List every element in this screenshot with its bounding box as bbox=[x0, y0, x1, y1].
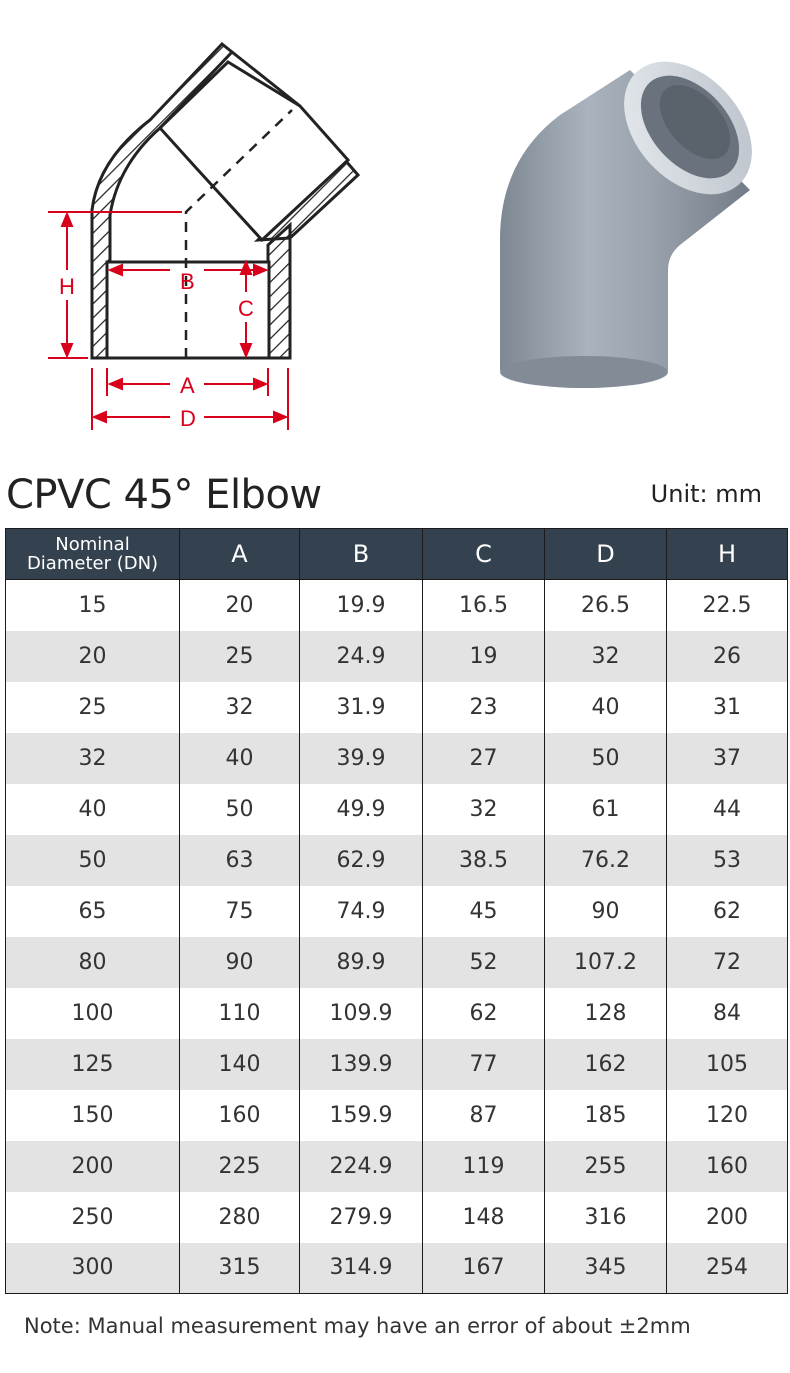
table-row bbox=[6, 1243, 788, 1294]
table-cell: 345 bbox=[545, 1243, 667, 1294]
table-cell: 315 bbox=[180, 1243, 300, 1294]
table-cell: 110 bbox=[180, 988, 300, 1039]
table-row bbox=[6, 784, 788, 835]
table-cell: 53 bbox=[667, 835, 788, 886]
table-cell: 109.9 bbox=[300, 988, 423, 1039]
table-cell: 26.5 bbox=[545, 580, 667, 631]
table-cell: 38.5 bbox=[423, 835, 545, 886]
table-cell: 250 bbox=[6, 1192, 180, 1243]
table-cell: 87 bbox=[423, 1090, 545, 1141]
table-cell: 77 bbox=[423, 1039, 545, 1090]
table-cell: 20 bbox=[180, 580, 300, 631]
table-cell: 61 bbox=[545, 784, 667, 835]
table-cell: 200 bbox=[6, 1141, 180, 1192]
dim-label-a: A bbox=[180, 373, 195, 398]
table-cell: 19 bbox=[423, 631, 545, 682]
table-cell: 74.9 bbox=[300, 886, 423, 937]
table-cell: 107.2 bbox=[545, 937, 667, 988]
column-header-a: A bbox=[180, 529, 300, 580]
dim-label-b: B bbox=[180, 269, 195, 294]
table-cell: 280 bbox=[180, 1192, 300, 1243]
table-cell: 44 bbox=[667, 784, 788, 835]
table-cell: 148 bbox=[423, 1192, 545, 1243]
table-row bbox=[6, 1192, 788, 1243]
table-cell: 105 bbox=[667, 1039, 788, 1090]
table-cell: 50 bbox=[180, 784, 300, 835]
table-row bbox=[6, 1141, 788, 1192]
table-cell: 32 bbox=[6, 733, 180, 784]
table-cell: 49.9 bbox=[300, 784, 423, 835]
table-row bbox=[6, 835, 788, 886]
table-cell: 20 bbox=[6, 631, 180, 682]
table-cell: 76.2 bbox=[545, 835, 667, 886]
table-cell: 32 bbox=[545, 631, 667, 682]
dim-label-c: C bbox=[238, 296, 254, 321]
table-cell: 52 bbox=[423, 937, 545, 988]
table-cell: 90 bbox=[545, 886, 667, 937]
table-cell: 167 bbox=[423, 1243, 545, 1294]
table-cell: 140 bbox=[180, 1039, 300, 1090]
column-header-h: H bbox=[667, 529, 788, 580]
dimension-table bbox=[5, 528, 788, 1294]
table-cell: 75 bbox=[180, 886, 300, 937]
table-header-row bbox=[6, 529, 788, 580]
table-cell: 32 bbox=[423, 784, 545, 835]
table-cell: 200 bbox=[667, 1192, 788, 1243]
table-cell: 72 bbox=[667, 937, 788, 988]
table-cell: 120 bbox=[667, 1090, 788, 1141]
measurement-note: Note: Manual measurement may have an error of about ±2mm bbox=[24, 1314, 691, 1338]
table-cell: 150 bbox=[6, 1090, 180, 1141]
table-cell: 125 bbox=[6, 1039, 180, 1090]
table-cell: 62 bbox=[423, 988, 545, 1039]
table-cell: 80 bbox=[6, 937, 180, 988]
table-row bbox=[6, 580, 788, 631]
table-cell: 314.9 bbox=[300, 1243, 423, 1294]
table-cell: 162 bbox=[545, 1039, 667, 1090]
table-cell: 27 bbox=[423, 733, 545, 784]
table-cell: 25 bbox=[180, 631, 300, 682]
table-row bbox=[6, 937, 788, 988]
elbow-dimension-diagram bbox=[30, 30, 400, 450]
table-cell: 24.9 bbox=[300, 631, 423, 682]
table-cell: 45 bbox=[423, 886, 545, 937]
table-row bbox=[6, 682, 788, 733]
column-header-dn: Nominal Diameter (DN) bbox=[6, 529, 180, 580]
table-cell: 23 bbox=[423, 682, 545, 733]
table-cell: 19.9 bbox=[300, 580, 423, 631]
table-cell: 159.9 bbox=[300, 1090, 423, 1141]
table-row bbox=[6, 1039, 788, 1090]
table-row bbox=[6, 886, 788, 937]
table-cell: 63 bbox=[180, 835, 300, 886]
unit-label: Unit: mm bbox=[650, 480, 762, 508]
table-cell: 62 bbox=[667, 886, 788, 937]
column-header-d: D bbox=[545, 529, 667, 580]
table-cell: 39.9 bbox=[300, 733, 423, 784]
table-cell: 37 bbox=[667, 733, 788, 784]
table-cell: 32 bbox=[180, 682, 300, 733]
title-row bbox=[0, 466, 790, 526]
table-cell: 15 bbox=[6, 580, 180, 631]
table-cell: 50 bbox=[545, 733, 667, 784]
table-cell: 185 bbox=[545, 1090, 667, 1141]
table-cell: 225 bbox=[180, 1141, 300, 1192]
table-cell: 316 bbox=[545, 1192, 667, 1243]
table-row bbox=[6, 733, 788, 784]
table-cell: 40 bbox=[180, 733, 300, 784]
table-cell: 62.9 bbox=[300, 835, 423, 886]
table-cell: 65 bbox=[6, 886, 180, 937]
table-row bbox=[6, 1090, 788, 1141]
table-body bbox=[6, 580, 788, 1294]
table-cell: 25 bbox=[6, 682, 180, 733]
product-figures bbox=[0, 0, 790, 460]
table-cell: 89.9 bbox=[300, 937, 423, 988]
table-cell: 119 bbox=[423, 1141, 545, 1192]
table-cell: 160 bbox=[667, 1141, 788, 1192]
table-cell: 31.9 bbox=[300, 682, 423, 733]
table-cell: 40 bbox=[545, 682, 667, 733]
page-title: CPVC 45° Elbow bbox=[6, 472, 322, 518]
table-cell: 16.5 bbox=[423, 580, 545, 631]
table-row bbox=[6, 988, 788, 1039]
table-cell: 90 bbox=[180, 937, 300, 988]
table-cell: 254 bbox=[667, 1243, 788, 1294]
dim-label-h: H bbox=[59, 274, 75, 299]
table-cell: 40 bbox=[6, 784, 180, 835]
table-cell: 50 bbox=[6, 835, 180, 886]
table-cell: 26 bbox=[667, 631, 788, 682]
table-cell: 100 bbox=[6, 988, 180, 1039]
table-row bbox=[6, 631, 788, 682]
column-header-b: B bbox=[300, 529, 423, 580]
table-cell: 255 bbox=[545, 1141, 667, 1192]
table-cell: 224.9 bbox=[300, 1141, 423, 1192]
elbow-product-image bbox=[445, 40, 775, 400]
table-cell: 139.9 bbox=[300, 1039, 423, 1090]
table-cell: 160 bbox=[180, 1090, 300, 1141]
table-cell: 84 bbox=[667, 988, 788, 1039]
dim-label-d: D bbox=[180, 406, 196, 431]
column-header-c: C bbox=[423, 529, 545, 580]
table-cell: 300 bbox=[6, 1243, 180, 1294]
table-cell: 279.9 bbox=[300, 1192, 423, 1243]
table-cell: 128 bbox=[545, 988, 667, 1039]
table-cell: 22.5 bbox=[667, 580, 788, 631]
table-cell: 31 bbox=[667, 682, 788, 733]
